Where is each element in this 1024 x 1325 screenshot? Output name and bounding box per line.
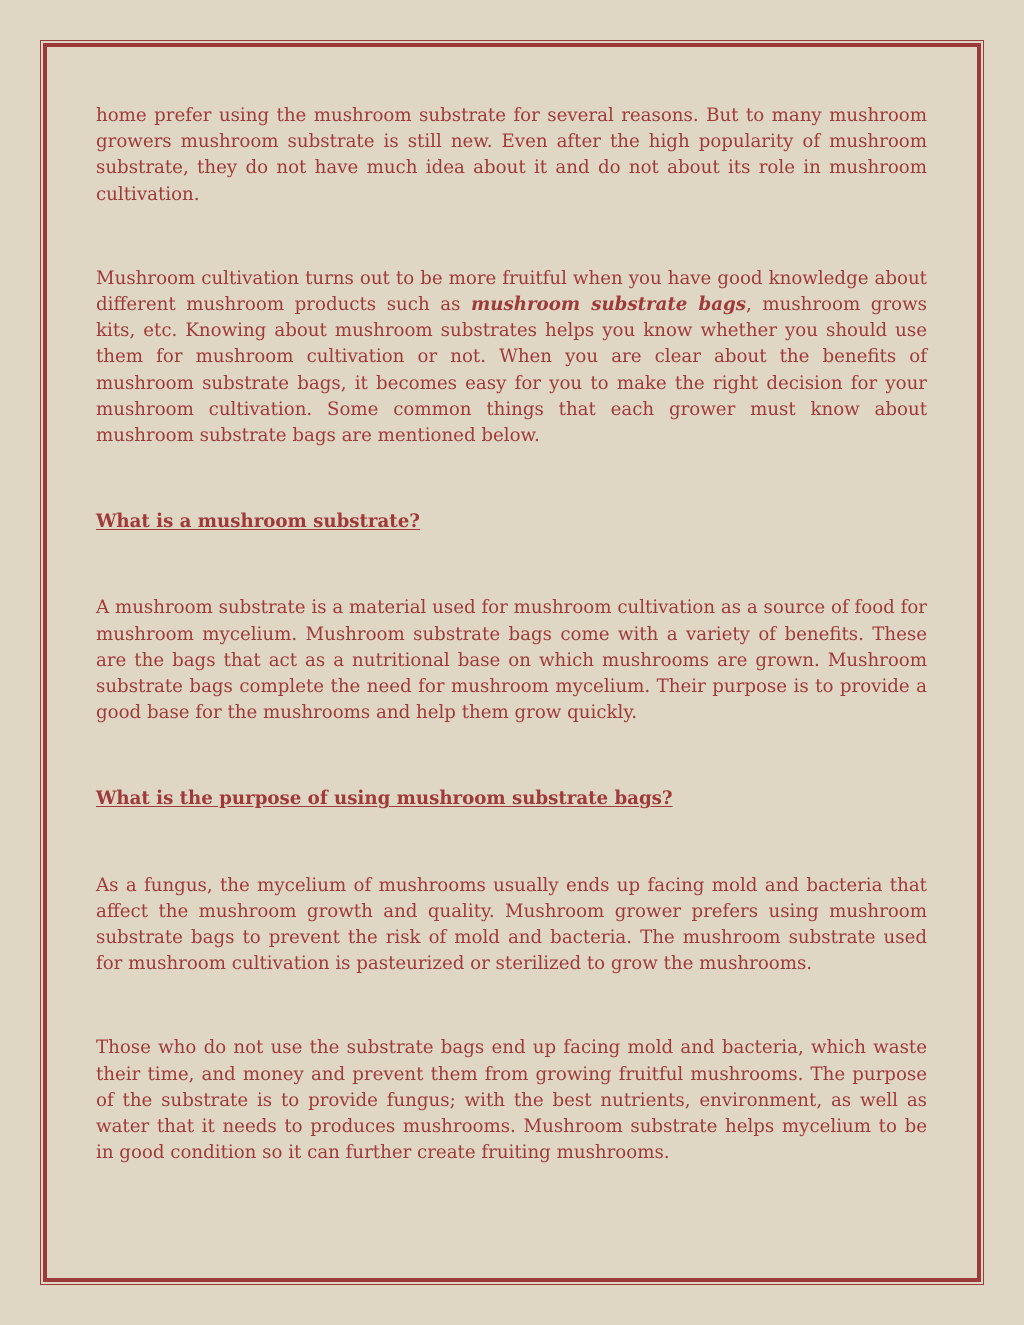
- paragraph-what-is: A mushroom substrate is a material used for mushroom cultivation as a source of food for mushroom mycelium. Mushroom substrate bags come with a variety of benefits. These are the bags that act as a nutritional base on which mushrooms are grown. Mushroom substrate bags complete the need for mushroom mycelium. Their purpose is to provide a good base for the mushrooms and help them grow quickly.: [96, 597, 927, 724]
- paragraph-knowledge-after: , mushroom grows kits, etc. Knowing about mushroom substrates helps you know whether you should use them for mushroom cultivation or not. When you are clear about the benefits of mushroom substrate bags, it becomes easy for you to make the right decision for your mushroom cultivation. Some common things that each grower must know about mushroom substrate bags are mentioned below.: [96, 294, 927, 447]
- mushroom-substrate-bags-emphasis: mushroom substrate bags: [471, 294, 746, 316]
- spacer: [96, 813, 927, 873]
- spacer: [96, 208, 927, 266]
- spacer: [96, 449, 927, 509]
- paragraph-purpose-2: Those who do not use the substrate bags end up facing mold and bacteria, which waste their time, and money and prevent them from growing fruitful mushrooms. The purpose of the substrate is to provide fungus; with the best nutrients, environment, as well as water that it needs to produces mushrooms. Mushroom substrate helps mycelium to be in good condition so it can further create fruiting mushrooms.: [96, 1037, 927, 1164]
- paragraph-knowledge-before: Mushroom cultivation turns out to be more fruitful when you have good knowledge about different mushroom products such as: [96, 267, 927, 316]
- spacer: [96, 977, 927, 1035]
- paragraph-knowledge: [96, 266, 927, 449]
- spacer: [96, 535, 927, 595]
- paragraph-intro: home prefer using the mushroom substrate for several reasons. But to many mushroom growers mushroom substrate is still new. Even after the high popularity of mushroom substrate, they do not have much idea about it and do not about its role in mushroom cultivation.: [96, 105, 927, 205]
- heading-what-is-mushroom-substrate: What is a mushroom substrate?: [96, 511, 420, 533]
- paragraph-purpose-1: As a fungus, the mycelium of mushrooms usually ends up facing mold and bacteria that affect the mushroom growth and quality. Mushroom grower prefers using mushroom substrate bags to prevent the risk of mold and bacteria. The mushroom substrate used for mushroom cultivation is pasteurized or sterilized to grow the mushrooms.: [96, 874, 927, 975]
- spacer: [96, 726, 927, 786]
- document-body: [96, 103, 927, 1166]
- heading-purpose-of-substrate-bags: What is the purpose of using mushroom substrate bags?: [96, 788, 673, 810]
